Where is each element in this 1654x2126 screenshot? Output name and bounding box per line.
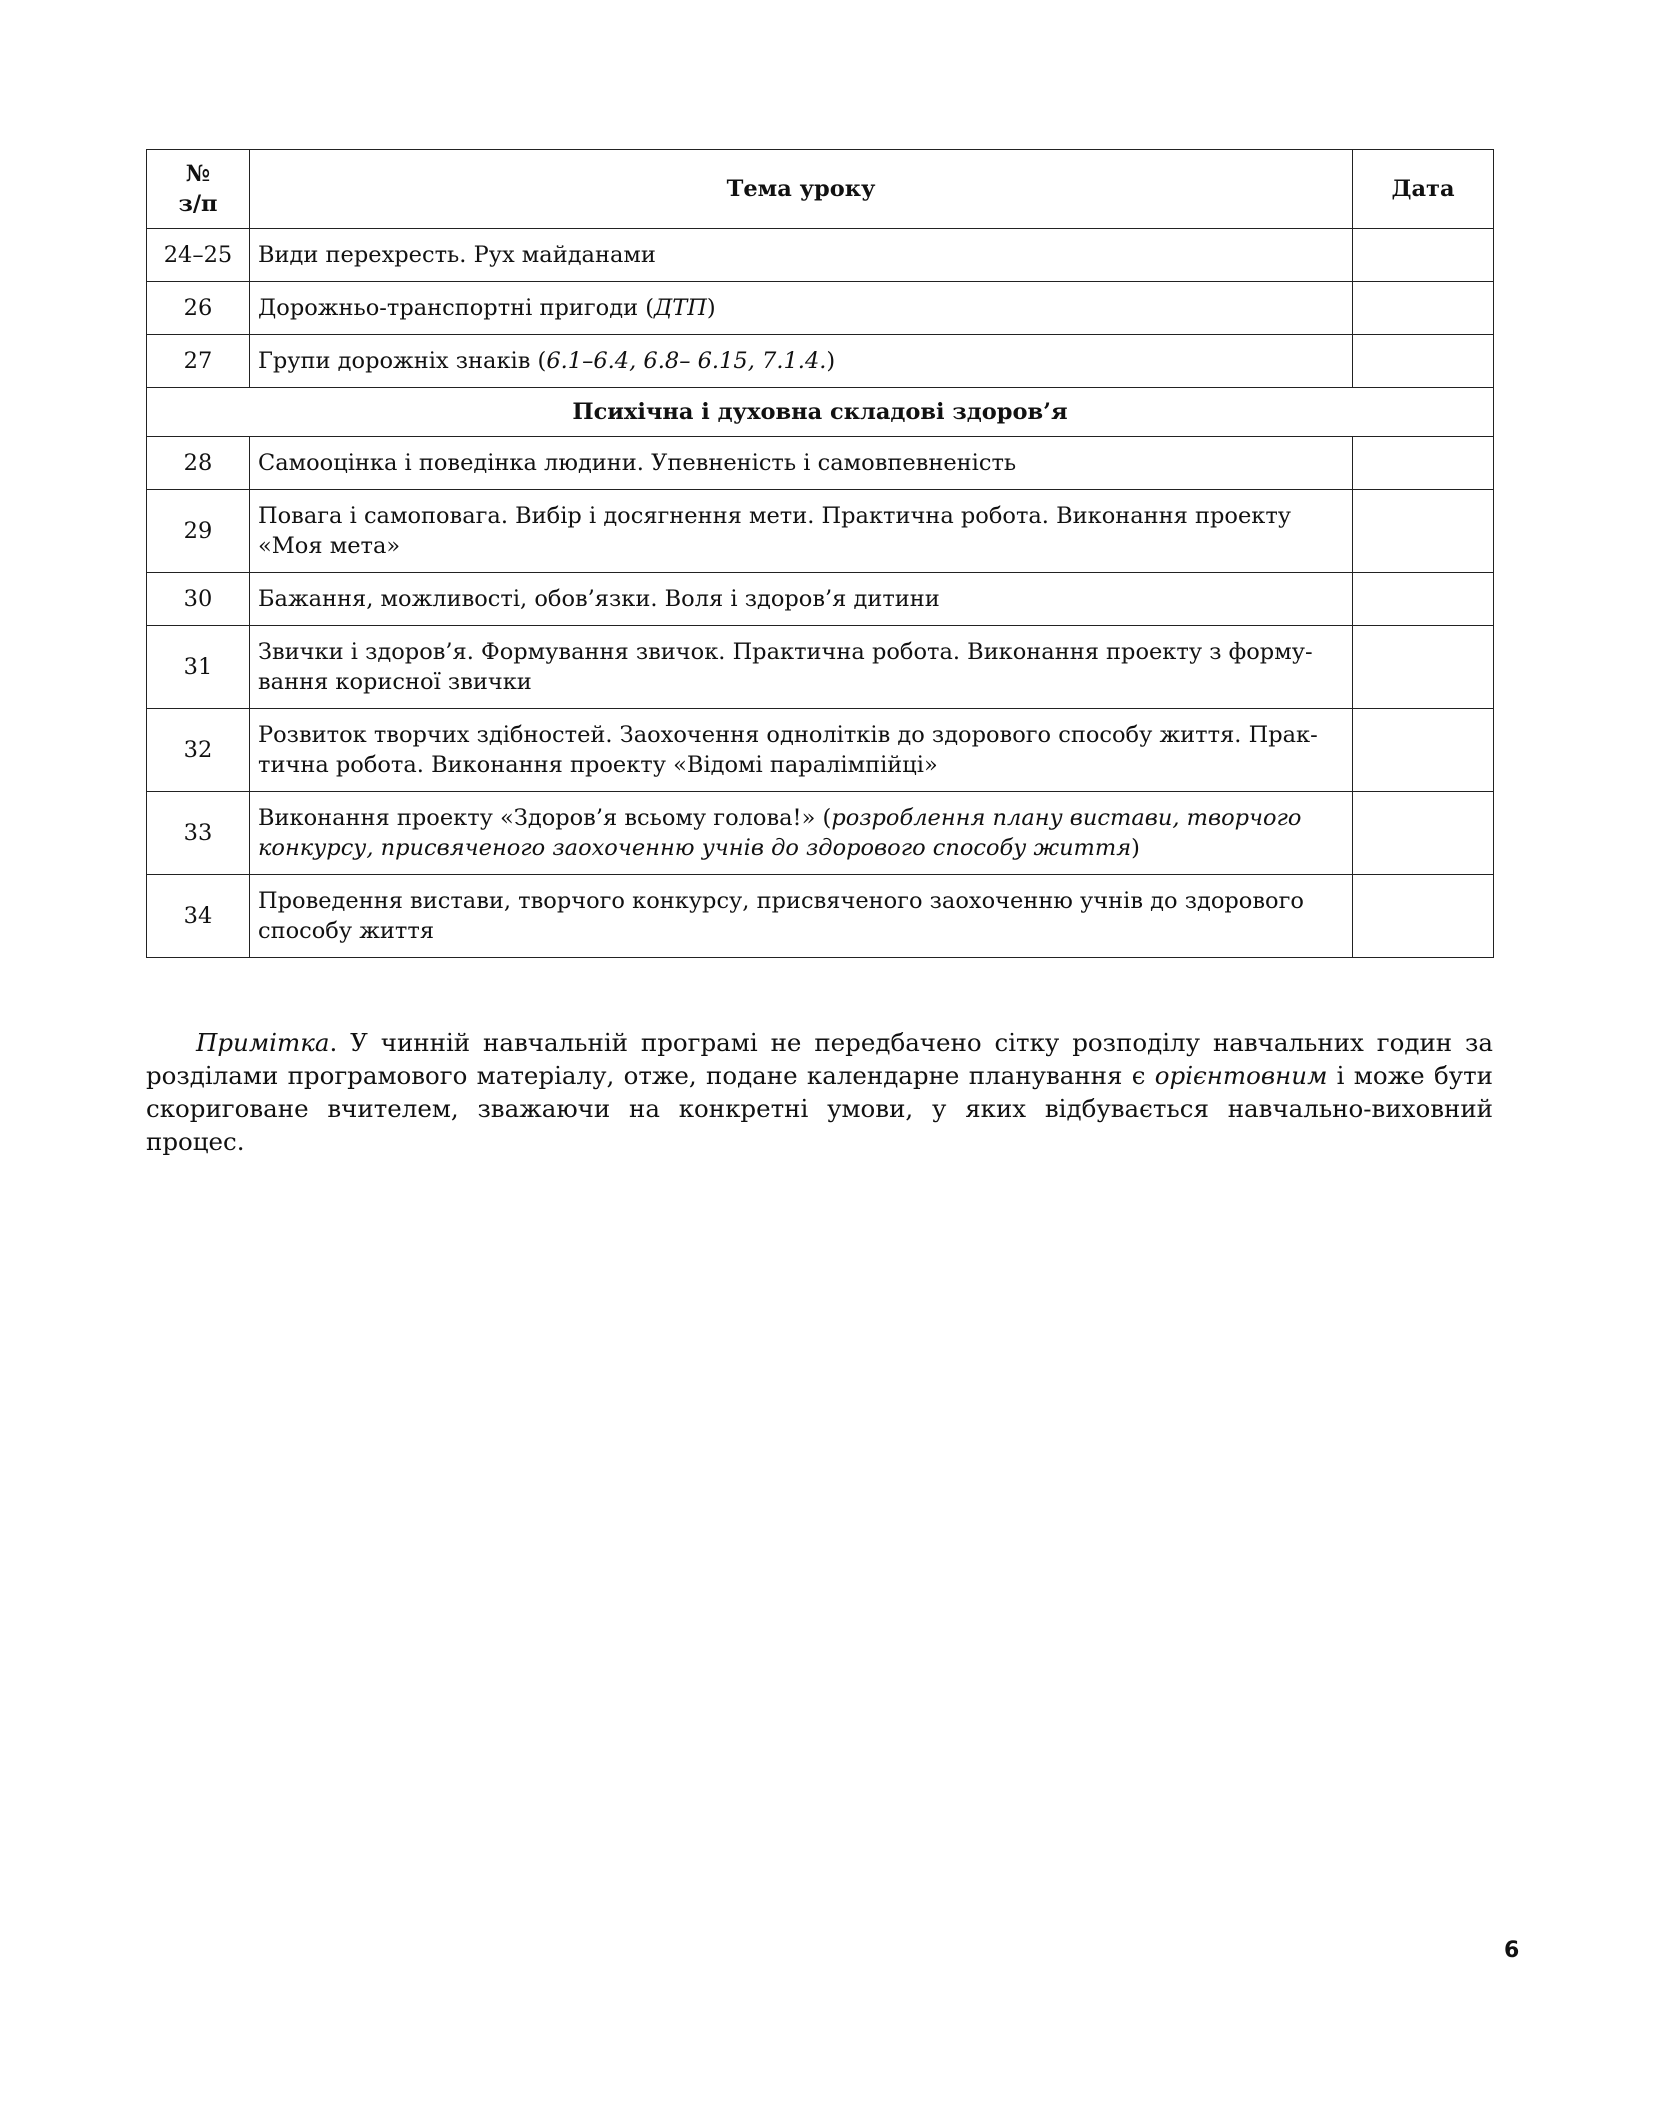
header-number xyxy=(147,150,250,229)
table-row xyxy=(147,792,1494,875)
row-date xyxy=(1353,626,1494,709)
footnote-paragraph: Примітка. У чинній навчальній програмі не передбачено сітку розподілу навчальних годин за розділами програмового матеріалу, отже, подане календарне планування є орієнтовним і може бути скориговане вчителем, зважаючи на конкретні умови, у яких відбувається навчально-виховний процес. xyxy=(146,1028,1493,1156)
row-number: 28 xyxy=(147,437,250,490)
row-topic: Види перехресть. Рух майданами xyxy=(250,229,1353,282)
header-number-line2: з/п xyxy=(178,191,218,217)
table-row xyxy=(147,335,1494,388)
row-date xyxy=(1353,875,1494,958)
row-topic: Повага і самоповага. Вибір і досягнення мети. Практична робота. Виконання проекту «Моя мета» xyxy=(250,490,1353,573)
table-row xyxy=(147,573,1494,626)
row-date xyxy=(1353,282,1494,335)
row-number: 26 xyxy=(147,282,250,335)
table-header-row xyxy=(147,150,1494,229)
row-number: 27 xyxy=(147,335,250,388)
row-date xyxy=(1353,490,1494,573)
row-topic: Проведення вистави, творчого конкурсу, присвяченого заохоченню учнів до здорового способу життя xyxy=(250,875,1353,958)
row-number: 31 xyxy=(147,626,250,709)
table-row xyxy=(147,490,1494,573)
row-date xyxy=(1353,335,1494,388)
table-row xyxy=(147,437,1494,490)
row-date xyxy=(1353,792,1494,875)
row-date xyxy=(1353,229,1494,282)
note-emphasis: орієнтовним xyxy=(1154,1061,1328,1090)
row-number: 34 xyxy=(147,875,250,958)
table-row xyxy=(147,229,1494,282)
row-topic: Бажання, можливості, обов’язки. Воля і здоров’я дитини xyxy=(250,573,1353,626)
row-date xyxy=(1353,573,1494,626)
row-topic: Розвиток творчих здібностей. Заохочення однолітків до здорового способу життя. Практична робота. Виконання проекту «Відомі паралімпійці» xyxy=(250,709,1353,792)
row-topic: Групи дорожніх знаків (6.1–6.4, 6.8– 6.15, 7.1.4.) xyxy=(250,335,1353,388)
row-topic: Звички і здоров’я. Формування звичок. Практична робота. Виконання проекту з формування корисної звички xyxy=(250,626,1353,709)
table-row xyxy=(147,626,1494,709)
section-heading: Психічна і духовна складові здоров’я xyxy=(147,388,1494,437)
row-topic: Виконання проекту «Здоров’я всьому голова!» (розроблення плану вистави, творчого конкурсу, присвяченого заохоченню учнів до здорового способу життя) xyxy=(250,792,1353,875)
row-date xyxy=(1353,709,1494,792)
note-label: Примітка xyxy=(196,1028,330,1057)
row-number: 33 xyxy=(147,792,250,875)
section-heading-row xyxy=(147,388,1494,437)
header-date: Дата xyxy=(1353,150,1494,229)
row-number: 24–25 xyxy=(147,229,250,282)
header-number-line1: № xyxy=(185,161,211,187)
table-row xyxy=(147,709,1494,792)
lesson-plan-table xyxy=(146,149,1494,958)
row-topic: Самооцінка і поведінка людини. Упевненість і самовпевненість xyxy=(250,437,1353,490)
row-number: 30 xyxy=(147,573,250,626)
header-topic: Тема уроку xyxy=(250,150,1353,229)
page-number: 6 xyxy=(1504,1938,1520,1963)
row-number: 29 xyxy=(147,490,250,573)
table-row xyxy=(147,875,1494,958)
table-row xyxy=(147,282,1494,335)
row-topic: Дорожньо-транспортні пригоди (ДТП) xyxy=(250,282,1353,335)
row-date xyxy=(1353,437,1494,490)
row-number: 32 xyxy=(147,709,250,792)
